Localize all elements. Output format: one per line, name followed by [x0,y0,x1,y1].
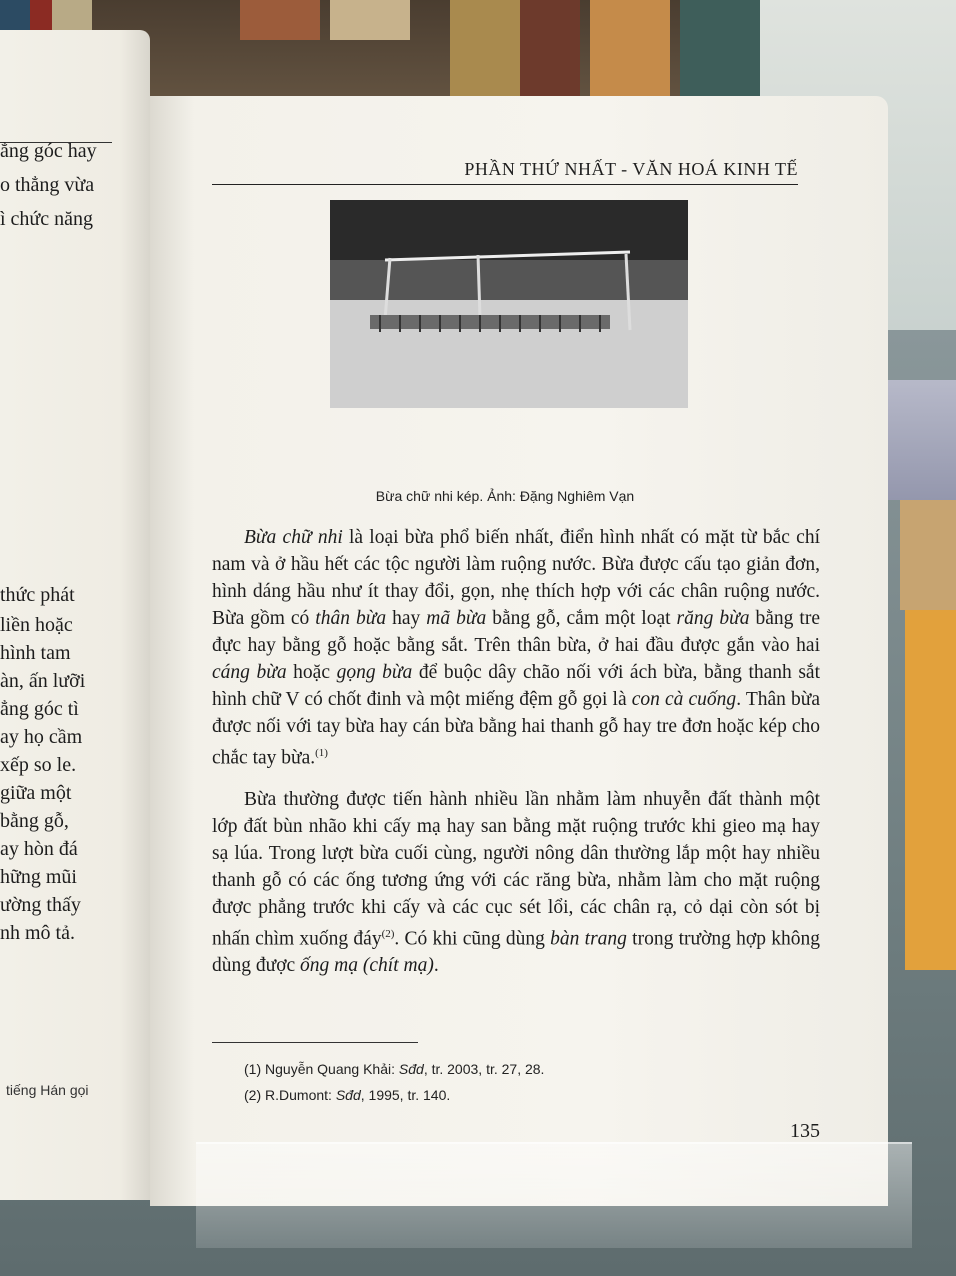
book-page [150,96,888,1206]
harrow-photo [330,200,688,408]
left-page-line: hững mũi [0,866,77,888]
book-spine [680,0,760,110]
footnote-author: Nguyễn Quang Khải: [265,1061,395,1077]
footnote-rule [212,1042,418,1043]
footnote-number: (1) [244,1061,262,1077]
footnote-work: Sđd [335,1087,361,1103]
book-spine [330,0,410,40]
side-book [900,500,956,610]
footnotes [244,1056,544,1108]
book-spine [240,0,320,40]
left-page-line: liền hoặc [0,614,73,636]
left-page-line: giữa một [0,782,72,804]
side-book [880,380,956,500]
running-header [212,154,798,185]
left-page-line: ay hòn đá [0,838,78,860]
footnote-number: (2) [244,1087,262,1103]
left-page-line: nh mô tả. [0,922,75,944]
body-text [212,524,820,993]
left-page-line: àn, ấn lưỡi [0,670,86,692]
footnote-author: R.Dumont: [265,1087,332,1103]
page-number: 135 [790,1120,820,1142]
harrow-illustration [330,200,688,408]
left-page-line: ẳng góc hay [0,140,97,162]
left-page-line: hình tam [0,642,71,664]
left-page-line: ường thấy [0,894,81,916]
acrylic-book-stand [196,1142,912,1248]
left-page-footnote: tiếng Hán gọi [6,1082,89,1098]
paragraph: Bừa thường được tiến hành nhiều lần nhằm làm nhuyễn đất thành một lớp đất bùn nhão khi cấy mạ hay san bằng mặt ruộng trước khi gieo mạ hay sạ lúa. Trong lượt bừa cuối cùng, người nông dân thường lắp một hay nhiều thanh gỗ có các ống tương ứng với các răng bừa, nhằm làm cho mặt ruộng được phẳng trước khi cấy và các cục sét lổi, các chân rạ, cỏ dại còn sót bị nhấn chìm xuống đáy$^{(2)}$. Có khi cũng dùng bàn trang trong trường hợp không dùng được ống mạ (chít mạ). [212,788,820,976]
footnote-rest: , 1995, tr. 140. [360,1087,451,1103]
left-page-line: ay họ cầm [0,726,83,748]
side-book [905,610,956,970]
footnote-1 [244,1056,544,1082]
left-page-line: xếp so le. [0,754,77,776]
footnote-work: Sđd [398,1061,424,1077]
footnote-2 [244,1082,544,1108]
left-page-line: thức phát [0,584,75,606]
paragraph: Bừa chữ nhi là loại bừa phổ biến nhất, điển hình nhất có mặt từ bắc chí nam và ở hầu hết các tộc người làm ruộng nước. Bừa được cấu tạo giản đơn, hình dáng hầu như ít thay đổi, gọn, nhẹ thích hợp với các chân ruộng nước. Bừa gồm có thân bừa hay mã bừa bằng gỗ, cắm một loạt răng bừa bằng tre đực hay bằng gỗ hoặc bằng sắt. Trên thân bừa, ở hai đầu được gắn vào hai cáng bừa hoặc gọng bừa để buộc dây chão nối với ách bừa, bằng thanh sắt hình chữ V có chốt đinh và một miếng đệm gỗ gọi là con cà cuống. Thân bừa được nối với tay bừa hay cán bừa bằng hai thanh gỗ hay tre đơn hoặc kép cho chắc tay bừa.$^{(1)}$ [212,527,820,769]
book-spine [520,0,580,110]
left-page-line: ẳng góc tì [0,698,79,720]
left-page-line: ì chức năng [0,208,94,230]
book-spine [590,0,670,110]
left-page-line: o thẳng vừa [0,174,95,196]
left-page-line: bằng gỗ, [0,810,69,832]
footnote-rest: , tr. 2003, tr. 27, 28. [423,1061,545,1077]
book-spine [450,0,520,110]
running-header-title: PHẦN THỨ NHẤT - VĂN HOÁ KINH TẾ [464,159,798,179]
photo-caption: Bừa chữ nhi kép. Ảnh: Đặng Nghiêm Vạn [375,488,635,504]
previous-page [0,30,150,1200]
